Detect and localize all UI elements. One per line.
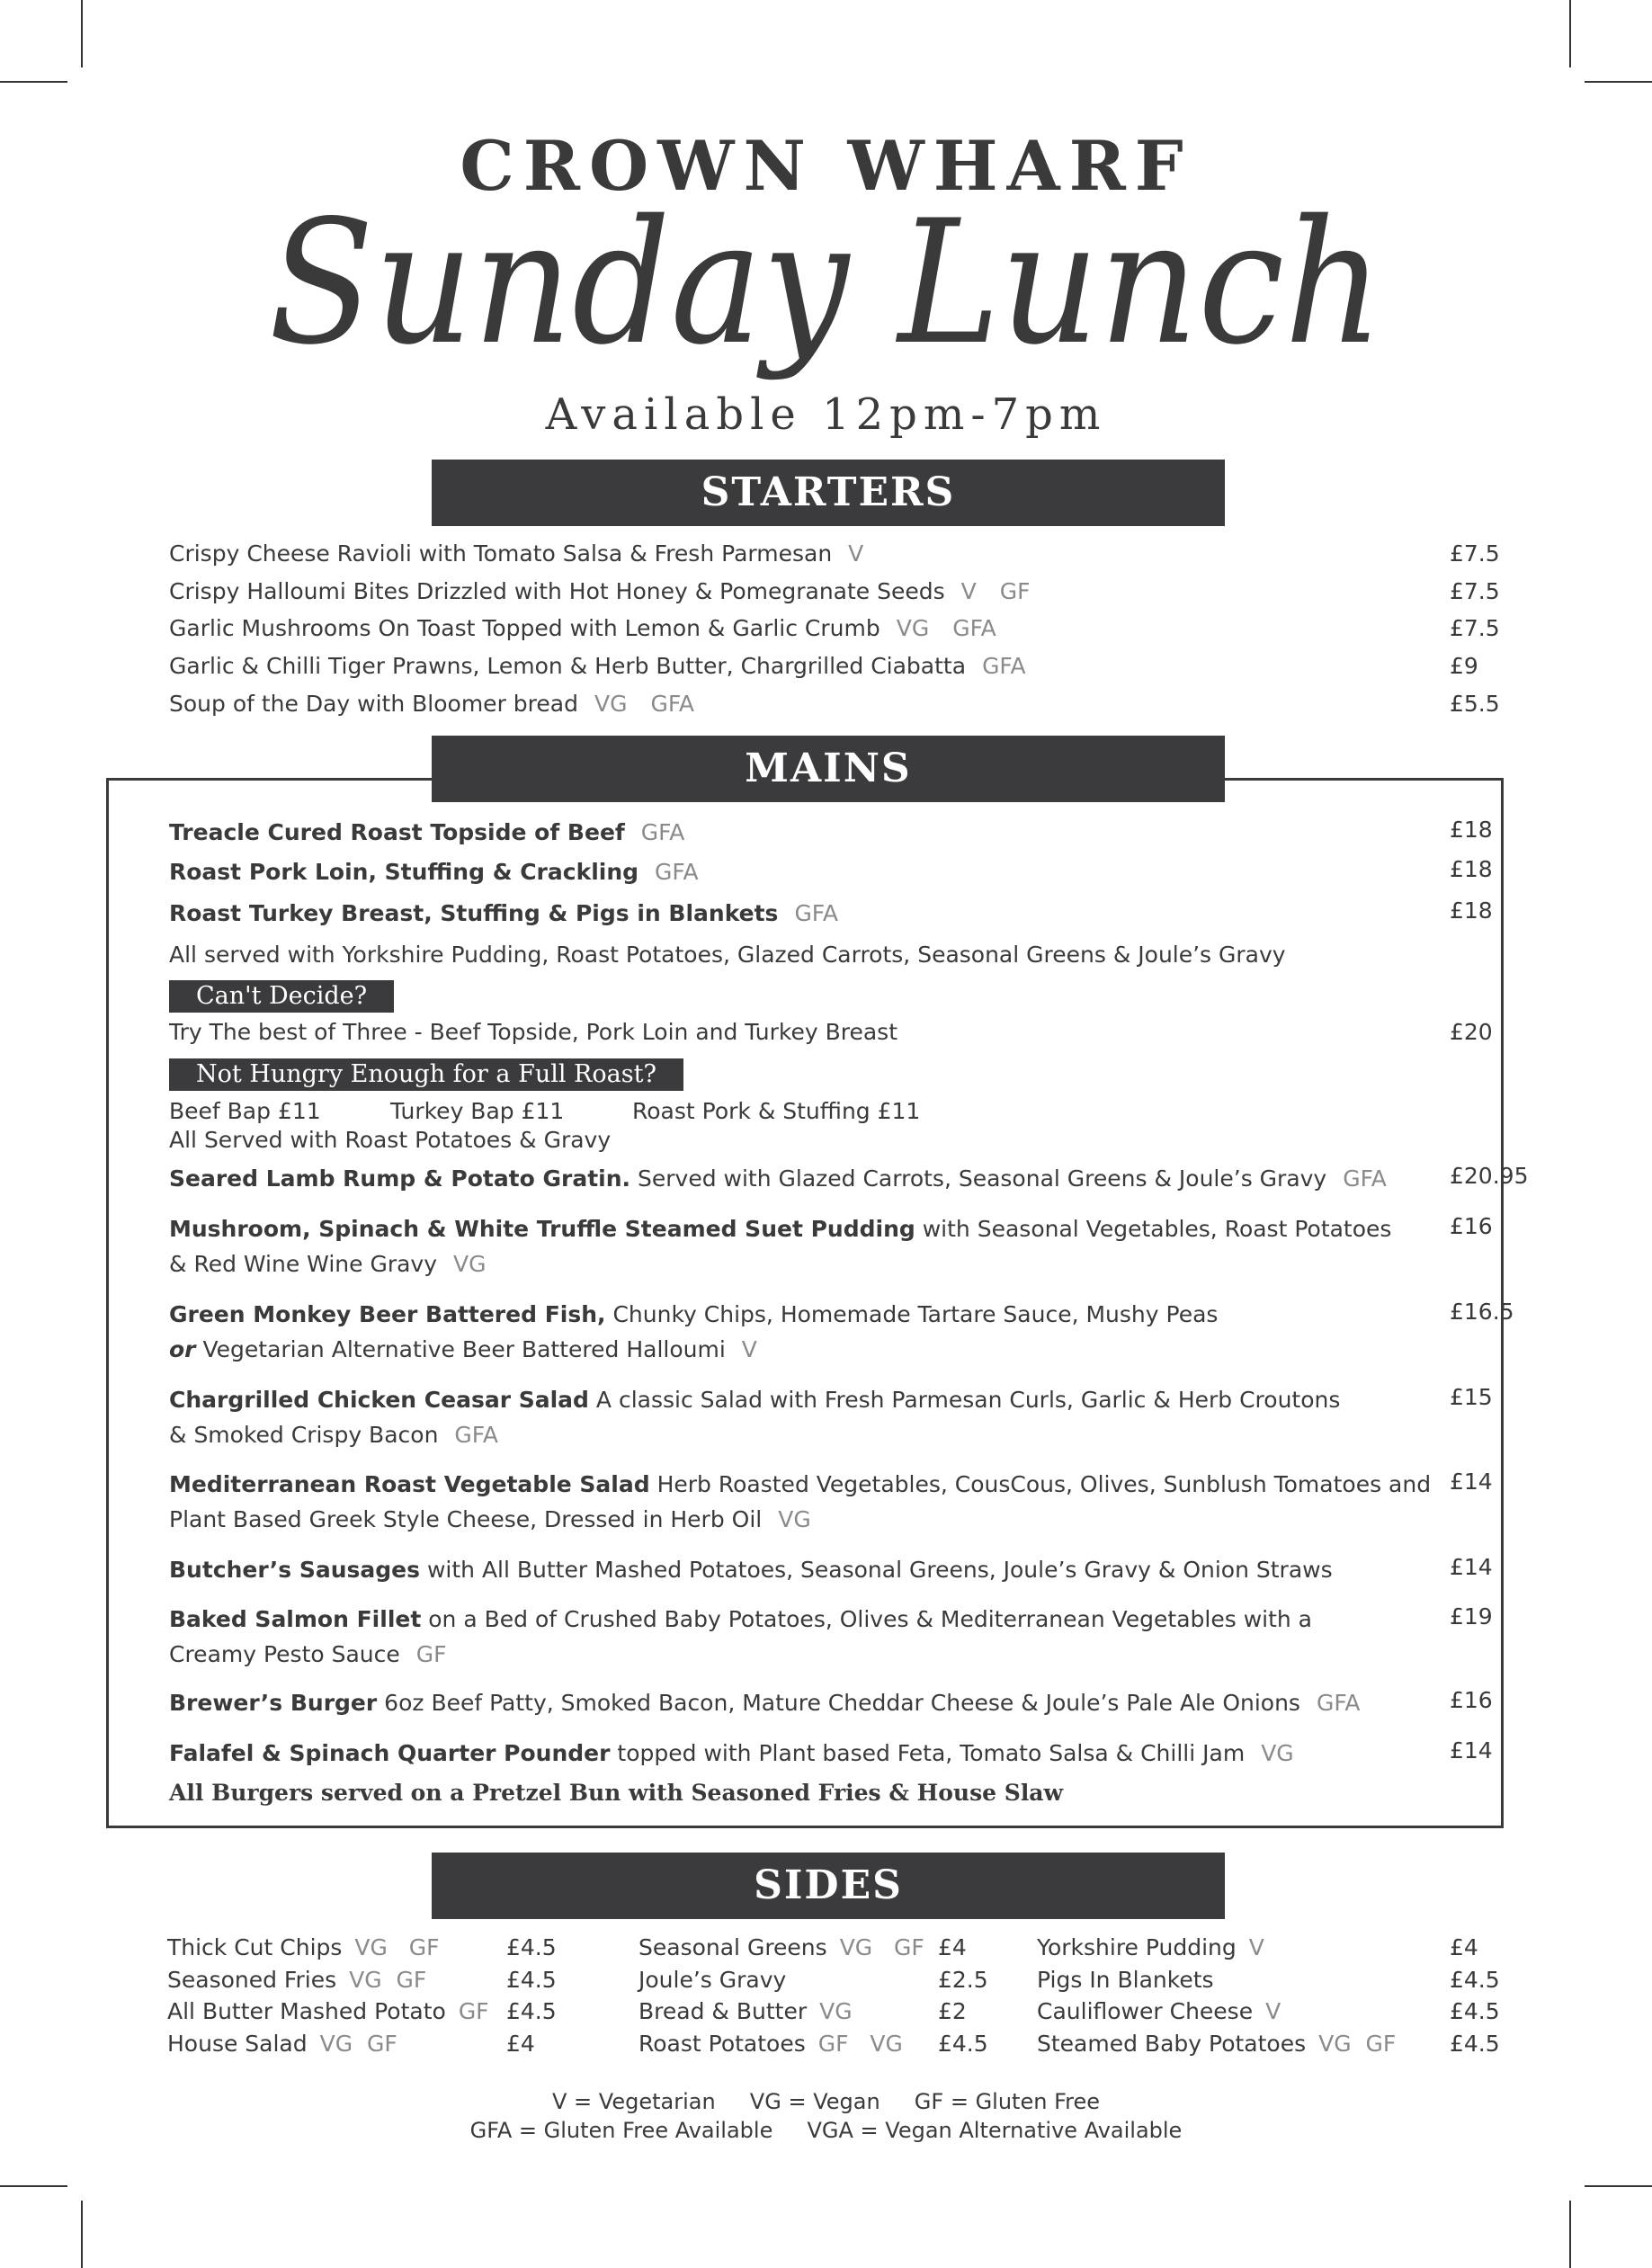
diet-tag: GFA bbox=[650, 691, 695, 717]
dish-item-line2 bbox=[169, 1247, 1401, 1281]
roast-item bbox=[169, 816, 1401, 850]
side-item bbox=[638, 1932, 924, 1963]
dish-item-line2 bbox=[169, 1333, 1401, 1367]
dish-item-line2 bbox=[169, 1418, 1401, 1452]
diet-tag: GFA bbox=[454, 1422, 498, 1448]
diet-tag: GF bbox=[999, 578, 1031, 604]
item-name: Crispy Halloumi Bites Drizzled with Hot Honey & Pomegranate Seeds bbox=[169, 578, 945, 604]
item-description: Chunky Chips, Homemade Tartare Sauce, Mushy Peas bbox=[612, 1301, 1219, 1327]
item-price: £7.5 bbox=[1450, 578, 1500, 604]
side-item bbox=[1037, 1932, 1264, 1963]
item-name: Roast Potatoes bbox=[638, 2030, 806, 2057]
diet-tag: VG bbox=[896, 615, 930, 641]
bap-item: Roast Pork & Stuffing £11 bbox=[632, 1098, 921, 1124]
item-price: £18 bbox=[1450, 897, 1493, 924]
item-name: All Butter Mashed Potato bbox=[167, 1998, 446, 2024]
item-price: £2.5 bbox=[938, 1966, 988, 1993]
crop-mark bbox=[81, 0, 83, 67]
item-price: £7.5 bbox=[1450, 615, 1500, 641]
side-item bbox=[1037, 1964, 1214, 1996]
diet-tag: VG bbox=[778, 1506, 811, 1532]
item-name: Joule’s Gravy bbox=[638, 1966, 787, 1993]
side-item bbox=[167, 1964, 426, 1996]
item-name: Mediterranean Roast Vegetable Salad bbox=[169, 1471, 650, 1497]
item-price: £4.5 bbox=[1450, 2030, 1500, 2057]
roast-item bbox=[169, 897, 1401, 931]
item-name: Butcher’s Sausages bbox=[169, 1557, 420, 1583]
diet-tag: VG GF bbox=[349, 1966, 427, 1993]
item-name: Seared Lamb Rump & Potato Gratin. bbox=[169, 1165, 631, 1192]
item-description: & Smoked Crispy Bacon bbox=[169, 1422, 439, 1448]
item-name: Seasoned Fries bbox=[167, 1966, 337, 1993]
dish-item bbox=[169, 1212, 1401, 1246]
item-price: £19 bbox=[1450, 1603, 1493, 1630]
item-name: Garlic Mushrooms On Toast Topped with Lemon & Garlic Crumb bbox=[169, 615, 880, 641]
item-description: & Red Wine Wine Gravy bbox=[169, 1251, 438, 1277]
side-item bbox=[638, 1996, 853, 2027]
item-price: £15 bbox=[1450, 1384, 1493, 1410]
item-price: £4 bbox=[506, 2030, 535, 2057]
side-item bbox=[638, 1964, 786, 1996]
item-description: Served with Glazed Carrots, Seasonal Greens & Joule’s Gravy bbox=[638, 1165, 1327, 1192]
starter-item bbox=[169, 537, 1401, 571]
best-of-three-text: Try The best of Three - Beef Topside, Pork Loin and Turkey Breast bbox=[169, 1019, 898, 1045]
item-name: Yorkshire Pudding bbox=[1037, 1934, 1237, 1960]
dish-item-line2 bbox=[169, 1638, 1401, 1672]
diet-tag: GF bbox=[458, 1998, 489, 2024]
or-label: or bbox=[169, 1336, 196, 1362]
not-hungry-label: Not Hungry Enough for a Full Roast? bbox=[169, 1058, 683, 1091]
roasts-note: All served with Yorkshire Pudding, Roast Potatoes, Glazed Carrots, Seasonal Greens & Joule’s Gravy bbox=[169, 942, 1286, 968]
bap-item: Beef Bap £11 bbox=[169, 1098, 321, 1124]
item-price: £18 bbox=[1450, 817, 1493, 843]
diet-tag: GF VG bbox=[817, 2030, 903, 2057]
item-name: Seasonal Greens bbox=[638, 1934, 827, 1960]
item-price: £4.5 bbox=[938, 2030, 988, 2057]
crop-mark bbox=[1585, 2185, 1652, 2187]
side-item bbox=[167, 2028, 397, 2059]
item-name: Treacle Cured Roast Topside of Beef bbox=[169, 819, 625, 845]
page-title: Sunday Lunch bbox=[268, 183, 1384, 382]
diet-tag: V bbox=[848, 540, 864, 567]
item-price: £16 bbox=[1450, 1687, 1493, 1713]
diet-tag: GFA bbox=[640, 819, 685, 845]
crop-mark bbox=[0, 2185, 67, 2187]
cant-decide-label: Can't Decide? bbox=[169, 980, 394, 1013]
item-name: Mushroom, Spinach & White Truffle Steamed Suet Pudding bbox=[169, 1216, 915, 1242]
dish-item bbox=[169, 1603, 1401, 1637]
diet-tag: VG GF bbox=[319, 2030, 397, 2057]
item-price: £14 bbox=[1450, 1554, 1493, 1580]
item-description: on a Bed of Crushed Baby Potatoes, Olives & Mediterranean Vegetables with a bbox=[428, 1606, 1313, 1632]
item-price: £5.5 bbox=[1450, 691, 1500, 717]
legend-line: V = Vegetarian VG = Vegan GF = Gluten Free bbox=[551, 2089, 1100, 2114]
item-description: 6oz Beef Patty, Smoked Bacon, Mature Cheddar Cheese & Joule’s Pale Ale Onions bbox=[384, 1690, 1300, 1716]
roast-item bbox=[169, 855, 1401, 889]
item-price: £4.5 bbox=[506, 1934, 557, 1960]
diet-tag: V bbox=[1248, 1934, 1264, 1960]
diet-tag: V bbox=[1265, 1998, 1281, 2024]
diet-tag: GF bbox=[415, 1641, 447, 1667]
item-price: £4 bbox=[938, 1934, 967, 1960]
starter-item bbox=[169, 612, 1401, 646]
item-description: with Seasonal Vegetables, Roast Potatoes bbox=[922, 1216, 1392, 1242]
item-price: £20.95 bbox=[1450, 1163, 1529, 1189]
brand-name: CROWN WHARF bbox=[460, 126, 1192, 206]
dish-item bbox=[169, 1383, 1401, 1417]
side-item bbox=[638, 2028, 903, 2059]
item-price: £16 bbox=[1450, 1213, 1493, 1239]
burger-note: All Burgers served on a Pretzel Bun with Seasoned Fries & House Slaw bbox=[169, 1780, 1064, 1806]
item-name: Green Monkey Beer Battered Fish, bbox=[169, 1301, 606, 1327]
bap-note: All Served with Roast Potatoes & Gravy bbox=[169, 1127, 612, 1153]
item-price: £18 bbox=[1450, 856, 1493, 882]
diet-tag: VG bbox=[594, 691, 628, 717]
diet-tag: V bbox=[741, 1336, 757, 1362]
item-price: £7.5 bbox=[1450, 540, 1500, 567]
dish-item bbox=[169, 1686, 1401, 1720]
item-price: £4 bbox=[1450, 1934, 1478, 1960]
diet-tag: GFA bbox=[982, 653, 1026, 679]
item-name: Baked Salmon Fillet bbox=[169, 1606, 422, 1632]
starters-heading: STARTERS bbox=[432, 460, 1225, 526]
item-name: Brewer’s Burger bbox=[169, 1690, 378, 1716]
diet-tag: GFA bbox=[952, 615, 996, 641]
sides-heading: SIDES bbox=[432, 1853, 1225, 1919]
item-name: Pigs In Blankets bbox=[1037, 1966, 1214, 1993]
dish-item bbox=[169, 1468, 1432, 1502]
item-price: £16.5 bbox=[1450, 1299, 1514, 1325]
crop-mark bbox=[81, 2201, 83, 2268]
side-item bbox=[1037, 1996, 1281, 2027]
bap-item: Turkey Bap £11 bbox=[390, 1098, 565, 1124]
item-description: Creamy Pesto Sauce bbox=[169, 1641, 400, 1667]
diet-tag: VG bbox=[1261, 1740, 1294, 1766]
diet-tag: V bbox=[960, 578, 977, 604]
item-name: Soup of the Day with Bloomer bread bbox=[169, 691, 578, 717]
item-price: £4.5 bbox=[506, 1998, 557, 2024]
side-item bbox=[167, 1932, 440, 1963]
diet-tag: GFA bbox=[794, 900, 838, 926]
dish-item bbox=[169, 1553, 1401, 1587]
dish-item bbox=[169, 1298, 1401, 1332]
diet-tag: GFA bbox=[655, 859, 699, 885]
item-name: Roast Pork Loin, Stuffing & Crackling bbox=[169, 859, 639, 885]
item-name: Cauliflower Cheese bbox=[1037, 1998, 1254, 2024]
diet-tag: VG bbox=[453, 1251, 487, 1277]
legend-line: GFA = Gluten Free Available VGA = Vegan Alternative Available bbox=[469, 2118, 1183, 2143]
item-price: £14 bbox=[1450, 1737, 1493, 1764]
item-description: Herb Roasted Vegetables, CousCous, Olives, Sunblush Tomatoes and bbox=[656, 1471, 1432, 1497]
item-price: £2 bbox=[938, 1998, 967, 2024]
diet-tag: VG bbox=[819, 1998, 853, 2024]
item-price: £4.5 bbox=[1450, 1966, 1500, 1993]
item-name: Crispy Cheese Ravioli with Tomato Salsa & Fresh Parmesan bbox=[169, 540, 833, 567]
item-description: Vegetarian Alternative Beer Battered Halloumi bbox=[202, 1336, 726, 1362]
item-price: £4.5 bbox=[506, 1966, 557, 1993]
item-name: Steamed Baby Potatoes bbox=[1037, 2030, 1307, 2057]
diet-tag: VG GF bbox=[354, 1934, 440, 1960]
dish-item bbox=[169, 1162, 1401, 1196]
diet-tag: VG GF bbox=[839, 1934, 924, 1960]
starter-item bbox=[169, 575, 1401, 609]
crop-mark bbox=[1585, 81, 1652, 83]
item-description: Plant Based Greek Style Cheese, Dressed in Herb Oil bbox=[169, 1506, 763, 1532]
diet-tag: GFA bbox=[1316, 1690, 1361, 1716]
mains-heading: MAINS bbox=[432, 736, 1225, 802]
item-name: House Salad bbox=[167, 2030, 308, 2057]
item-price: £14 bbox=[1450, 1469, 1493, 1495]
diet-tag: VG GF bbox=[1318, 2030, 1397, 2057]
item-name: Bread & Butter bbox=[638, 1998, 808, 2024]
crop-mark bbox=[1569, 2201, 1571, 2268]
starter-item bbox=[169, 687, 1401, 721]
item-description: topped with Plant based Feta, Tomato Salsa & Chilli Jam bbox=[617, 1740, 1246, 1766]
item-price: £9 bbox=[1450, 653, 1478, 679]
item-name: Thick Cut Chips bbox=[167, 1934, 343, 1960]
item-name: Falafel & Spinach Quarter Pounder bbox=[169, 1740, 611, 1766]
item-price: £4.5 bbox=[1450, 1998, 1500, 2024]
item-description: A classic Salad with Fresh Parmesan Curls, Garlic & Herb Croutons bbox=[595, 1387, 1341, 1413]
crop-mark bbox=[1569, 0, 1571, 67]
item-description: with All Butter Mashed Potatoes, Seasonal Greens, Joule’s Gravy & Onion Straws bbox=[426, 1557, 1333, 1583]
dish-item bbox=[169, 1737, 1401, 1771]
availability-text: Available 12pm-7pm bbox=[545, 389, 1107, 440]
item-name: Garlic & Chilli Tiger Prawns, Lemon & Herb Butter, Chargrilled Ciabatta bbox=[169, 653, 967, 679]
item-name: Chargrilled Chicken Ceasar Salad bbox=[169, 1387, 589, 1413]
diet-tag: GFA bbox=[1343, 1165, 1387, 1192]
side-item bbox=[167, 1996, 489, 2027]
item-name: Roast Turkey Breast, Stuffing & Pigs in Blankets bbox=[169, 900, 779, 926]
best-of-three-price: £20 bbox=[1450, 1019, 1493, 1045]
dish-item-line2 bbox=[169, 1503, 1401, 1537]
side-item bbox=[1037, 2028, 1396, 2059]
starter-item bbox=[169, 649, 1401, 683]
crop-mark bbox=[0, 81, 67, 83]
